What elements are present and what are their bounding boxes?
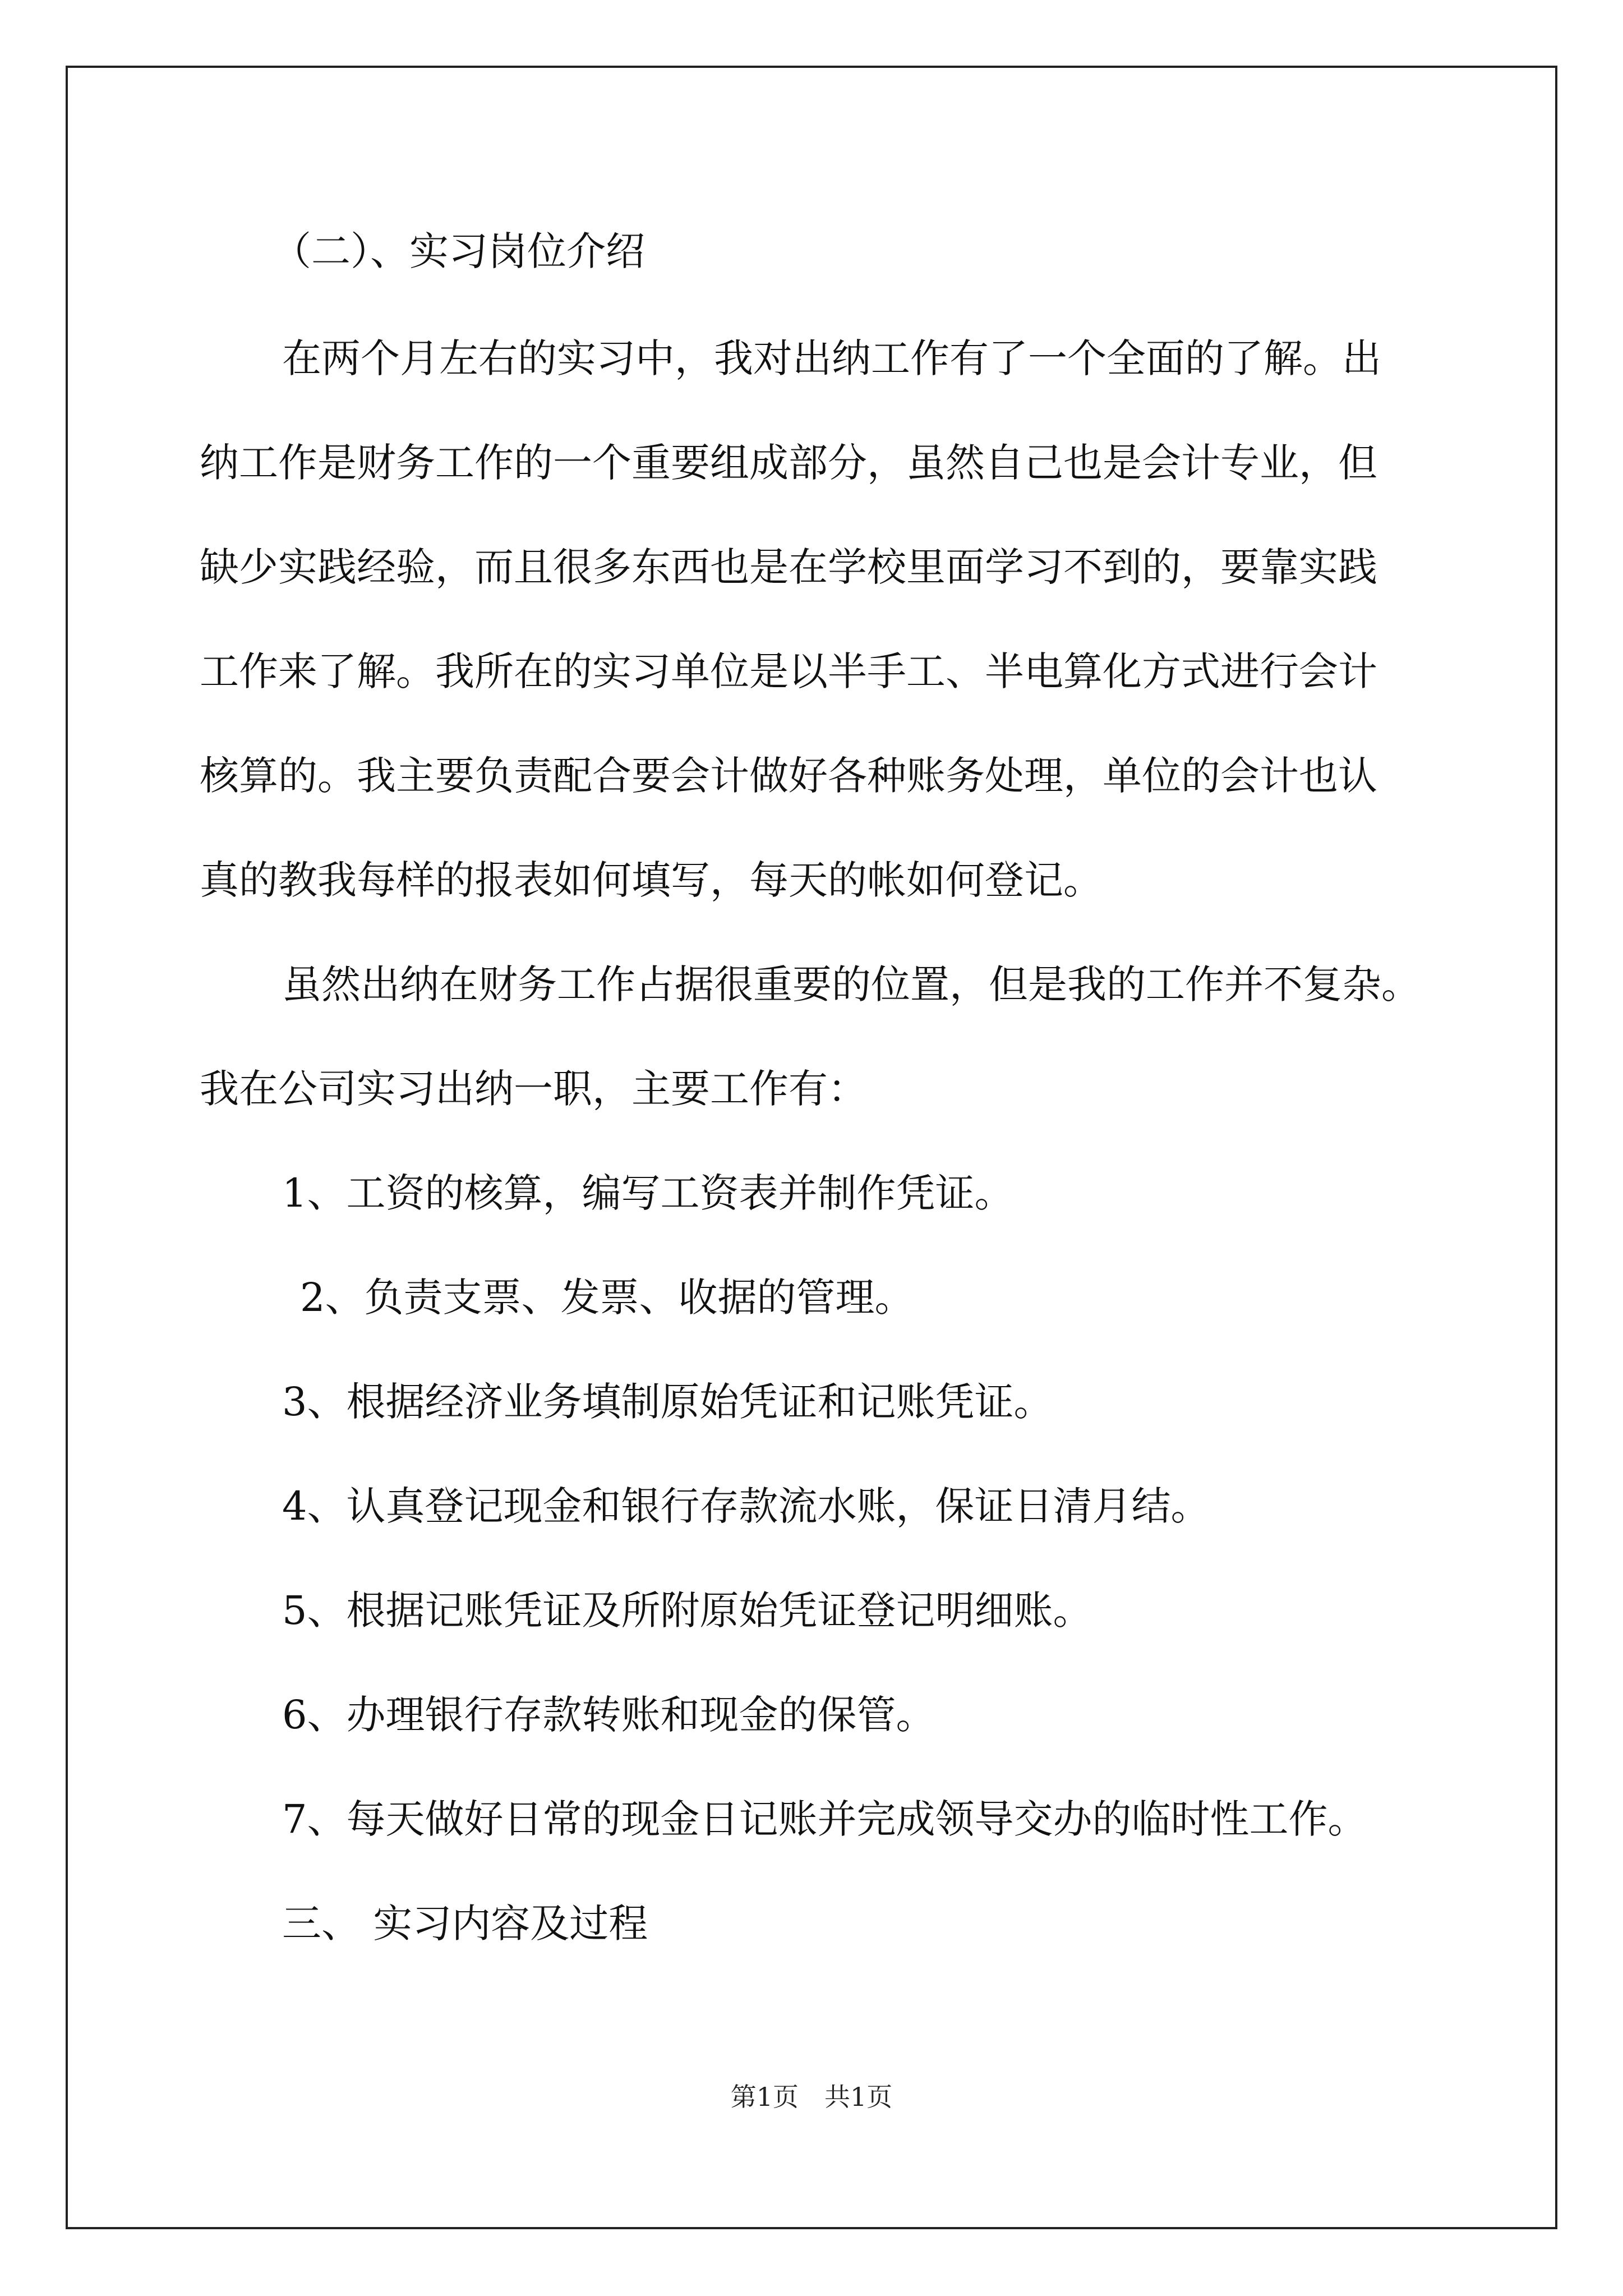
paragraph-line: 纳工作是财务工作的一个重要组成部分，虽然自己也是会计专业，但 <box>200 440 1377 486</box>
list-item: 4、认真登记现金和银行存款流水账，保证日清月结。 <box>282 1483 1210 1529</box>
paragraph-line: 核算的。我主要负责配合要会计做好各种账务处理，单位的会计也认 <box>200 753 1377 799</box>
list-item: 6、办理银行存款转账和现金的保管。 <box>282 1692 935 1738</box>
paragraph-line: 虽然出纳在财务工作占据很重要的位置，但是我的工作并不复杂。 <box>282 961 1421 1007</box>
list-item: 5、根据记账凭证及所附原始凭证登记明细账。 <box>282 1588 1092 1634</box>
list-item: 2、负责支票、发票、收据的管理。 <box>300 1274 914 1320</box>
list-item: 3、根据经济业务填制原始凭证和记账凭证。 <box>282 1379 1053 1425</box>
paragraph-line: 在两个月左右的实习中，我对出纳工作有了一个全面的了解。出 <box>282 335 1381 381</box>
paragraph-line: 缺少实践经验，而且很多东西也是在学校里面学习不到的，要靠实践 <box>200 544 1377 590</box>
section-heading: 三、 实习内容及过程 <box>282 1901 648 1947</box>
list-item: 1、工资的核算，编写工资表并制作凭证。 <box>282 1170 1014 1216</box>
section-heading: （二）、实习岗位介绍 <box>272 228 645 274</box>
paragraph-line: 我在公司实习出纳一职，主要工作有： <box>200 1066 867 1112</box>
page-footer: 第1页 共1页 <box>730 2082 893 2112</box>
list-item: 7、每天做好日常的现金日记账并完成领导交办的临时性工作。 <box>282 1796 1367 1842</box>
paragraph-line: 工作来了解。我所在的实习单位是以半手工、半电算化方式进行会计 <box>200 648 1377 694</box>
paragraph-line: 真的教我每样的报表如何填写，每天的帐如何登记。 <box>200 857 1103 903</box>
